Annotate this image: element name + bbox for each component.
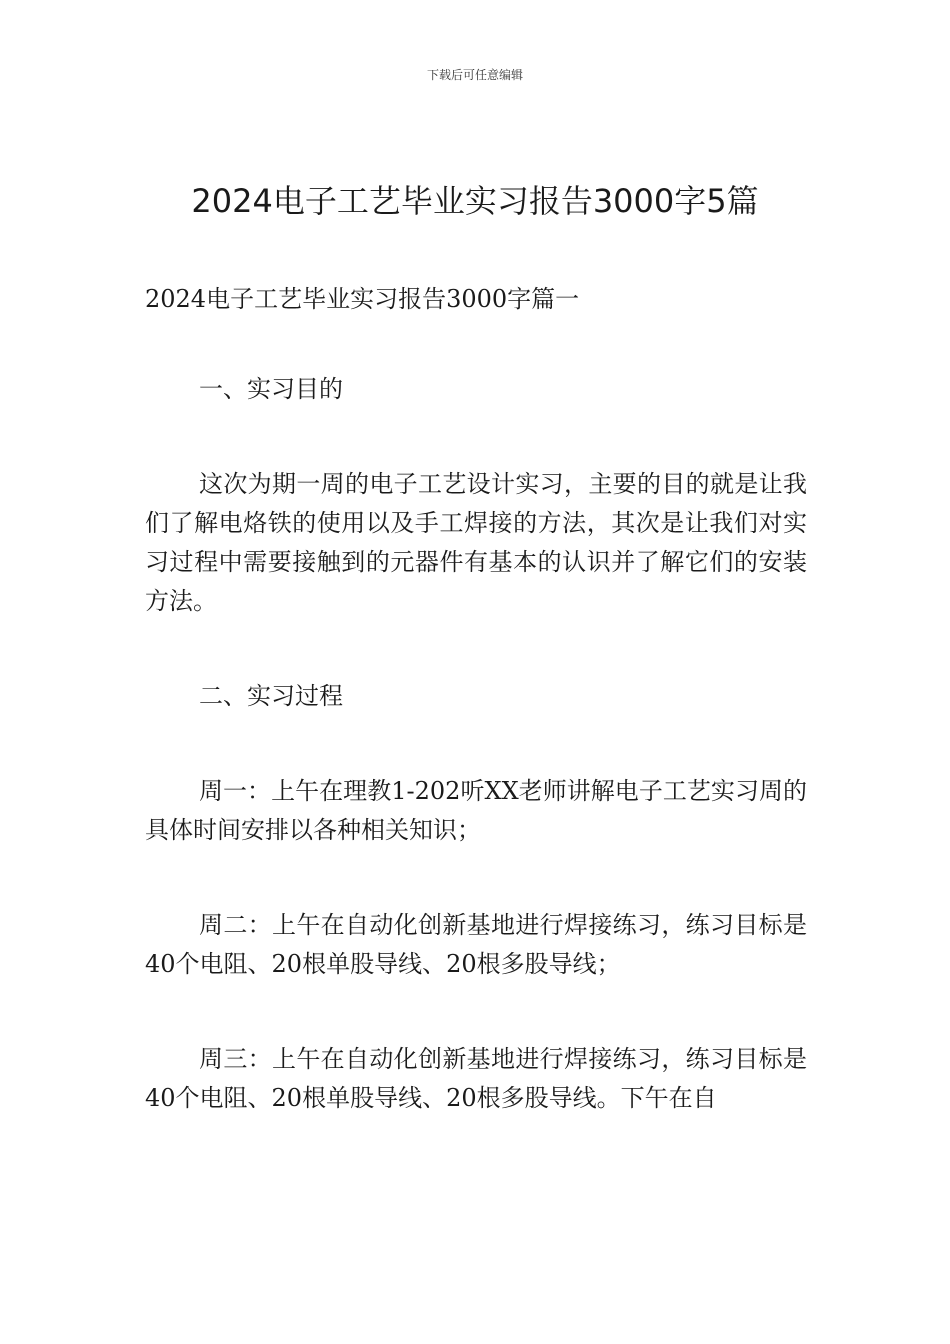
header-note: 下载后可任意编辑: [426, 68, 523, 82]
paragraph-wednesday: 周三：上午在自动化创新基地进行焊接练习，练习目标是40个电阻、20根单股导线、20根多股导线。下午在自: [145, 1045, 807, 1112]
paragraph-tuesday: 周二：上午在自动化创新基地进行焊接练习，练习目标是40个电阻、20根单股导线、20根多股导线；: [145, 911, 807, 978]
heading-internship-process: 二、实习过程: [199, 682, 343, 710]
document-title: 2024电子工艺毕业实习报告3000字5篇: [191, 182, 759, 220]
paragraph-purpose: 这次为期一周的电子工艺设计实习，主要的目的就是让我们了解电烙铁的使用以及手工焊接的方法，其次是让我们对实习过程中需要接触到的元器件有基本的认识并了解它们的安装方法。: [145, 470, 807, 615]
heading-internship-purpose: 一、实习目的: [199, 375, 343, 403]
document-body: [145, 280, 807, 1118]
paragraph-monday: 周一：上午在理教1-202听XX老师讲解电子工艺实习周的具体时间安排以各种相关知识；: [145, 777, 807, 844]
section-title: 2024电子工艺毕业实习报告3000字篇一: [145, 285, 580, 313]
